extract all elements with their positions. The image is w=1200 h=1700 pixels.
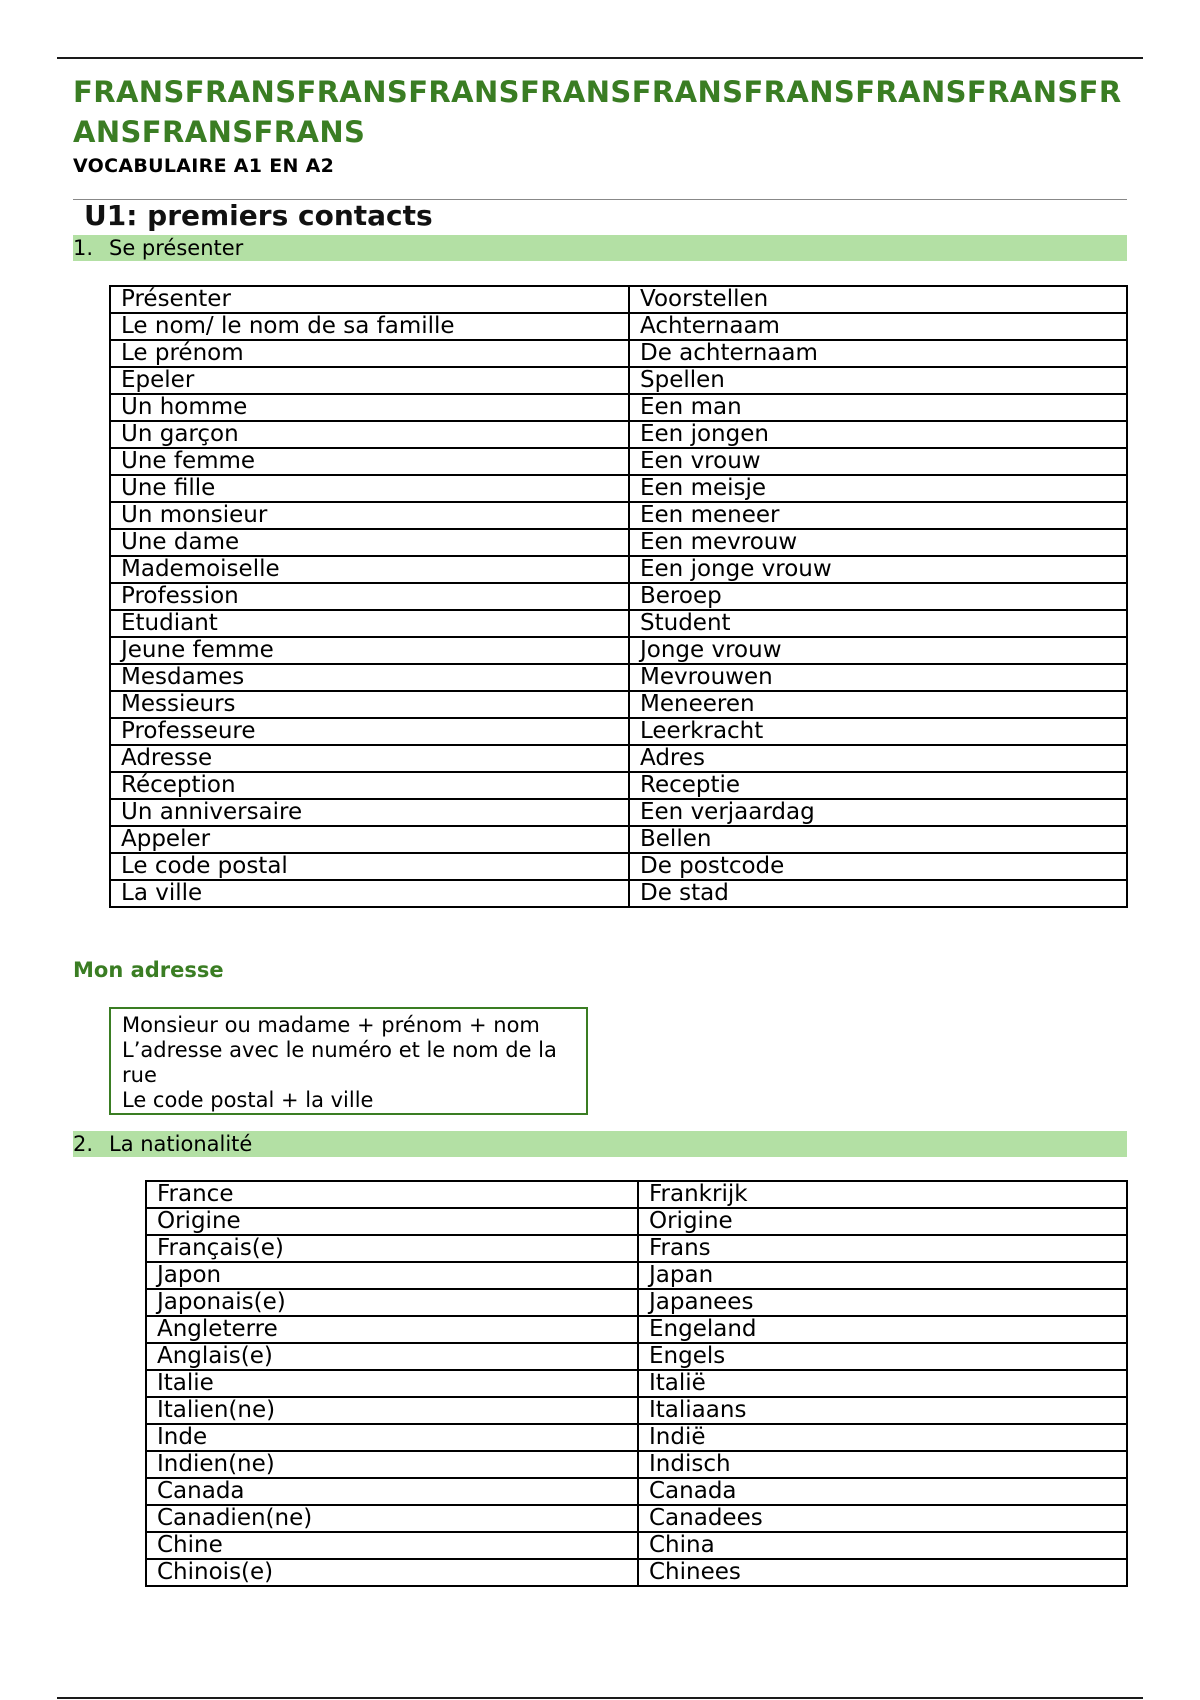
dutch-translation: Bellen bbox=[629, 826, 1127, 853]
unit-title: U1: premiers contacts bbox=[84, 199, 433, 232]
dutch-translation: Een meneer bbox=[629, 502, 1127, 529]
french-term: Angleterre bbox=[146, 1316, 638, 1343]
dutch-translation: De postcode bbox=[629, 853, 1127, 880]
table-row bbox=[110, 745, 1127, 772]
dutch-translation: Voorstellen bbox=[629, 286, 1127, 313]
french-term: Etudiant bbox=[110, 610, 629, 637]
dutch-translation: China bbox=[638, 1532, 1127, 1559]
dutch-translation: Italiaans bbox=[638, 1397, 1127, 1424]
table-row bbox=[146, 1559, 1127, 1586]
dutch-translation: Canadees bbox=[638, 1505, 1127, 1532]
table-row bbox=[146, 1451, 1127, 1478]
french-term: Italien(ne) bbox=[146, 1397, 638, 1424]
dutch-translation: Receptie bbox=[629, 772, 1127, 799]
table-row bbox=[110, 529, 1127, 556]
table-row bbox=[110, 340, 1127, 367]
table-row bbox=[110, 610, 1127, 637]
dutch-translation: Engeland bbox=[638, 1316, 1127, 1343]
document-subtitle: VOCABULAIRE A1 EN A2 bbox=[73, 155, 335, 177]
table-row bbox=[110, 475, 1127, 502]
table-row bbox=[110, 502, 1127, 529]
dutch-translation: Adres bbox=[629, 745, 1127, 772]
french-term: Chine bbox=[146, 1532, 638, 1559]
dutch-translation: Achternaam bbox=[629, 313, 1127, 340]
french-term: Une dame bbox=[110, 529, 629, 556]
dutch-translation: Leerkracht bbox=[629, 718, 1127, 745]
dutch-translation: Een jonge vrouw bbox=[629, 556, 1127, 583]
french-term: Une femme bbox=[110, 448, 629, 475]
french-term: Le code postal bbox=[110, 853, 629, 880]
french-term: Adresse bbox=[110, 745, 629, 772]
french-term: Japon bbox=[146, 1262, 638, 1289]
section-title: Se présenter bbox=[109, 236, 244, 260]
dutch-translation: Een man bbox=[629, 394, 1127, 421]
address-box bbox=[109, 1007, 588, 1115]
dutch-translation: Frankrijk bbox=[638, 1181, 1127, 1208]
table-row bbox=[146, 1235, 1127, 1262]
table-row bbox=[146, 1397, 1127, 1424]
french-term: Une fille bbox=[110, 475, 629, 502]
dutch-translation: Indië bbox=[638, 1424, 1127, 1451]
dutch-translation: Chinees bbox=[638, 1559, 1127, 1586]
french-term: Appeler bbox=[110, 826, 629, 853]
dutch-translation: Student bbox=[629, 610, 1127, 637]
section-number: 2. bbox=[73, 1132, 94, 1156]
table-row bbox=[146, 1478, 1127, 1505]
table-row bbox=[110, 718, 1127, 745]
address-line: Le code postal + la ville bbox=[122, 1088, 374, 1112]
french-term: Français(e) bbox=[146, 1235, 638, 1262]
dutch-translation: Italië bbox=[638, 1370, 1127, 1397]
dutch-translation: Origine bbox=[638, 1208, 1127, 1235]
french-term: Mademoiselle bbox=[110, 556, 629, 583]
table-row bbox=[110, 421, 1127, 448]
table-row bbox=[110, 367, 1127, 394]
section-heading-nationalite bbox=[73, 1131, 1127, 1157]
dutch-translation: Een jongen bbox=[629, 421, 1127, 448]
bottom-rule bbox=[57, 1697, 1143, 1699]
vocab-table-se-presenter bbox=[109, 285, 1128, 908]
french-term: Jeune femme bbox=[110, 637, 629, 664]
dutch-translation: Engels bbox=[638, 1343, 1127, 1370]
dutch-translation: Een verjaardag bbox=[629, 799, 1127, 826]
table-row bbox=[110, 853, 1127, 880]
dutch-translation: Frans bbox=[638, 1235, 1127, 1262]
table-row bbox=[146, 1424, 1127, 1451]
table-row bbox=[146, 1505, 1127, 1532]
dutch-translation: Meneeren bbox=[629, 691, 1127, 718]
french-term: Mesdames bbox=[110, 664, 629, 691]
dutch-translation: Mevrouwen bbox=[629, 664, 1127, 691]
dutch-translation: Een meisje bbox=[629, 475, 1127, 502]
dutch-translation: De stad bbox=[629, 880, 1127, 907]
document-title: FRANSFRANSFRANSFRANSFRANSFRANSFRANSFRANSFRANSFRANSFRANSFRANS bbox=[73, 75, 1122, 149]
dutch-translation: Een mevrouw bbox=[629, 529, 1127, 556]
table-row bbox=[110, 556, 1127, 583]
french-term: Japonais(e) bbox=[146, 1289, 638, 1316]
table-row bbox=[110, 286, 1127, 313]
french-term: Inde bbox=[146, 1424, 638, 1451]
french-term: Anglais(e) bbox=[146, 1343, 638, 1370]
dutch-translation: Indisch bbox=[638, 1451, 1127, 1478]
table-row bbox=[110, 880, 1127, 907]
french-term: Origine bbox=[146, 1208, 638, 1235]
vocab-table-nationalite bbox=[145, 1180, 1128, 1587]
section-title: La nationalité bbox=[109, 1132, 253, 1156]
french-term: Canada bbox=[146, 1478, 638, 1505]
dutch-translation: Canada bbox=[638, 1478, 1127, 1505]
table-row bbox=[110, 664, 1127, 691]
dutch-translation: Japan bbox=[638, 1262, 1127, 1289]
french-term: Un garçon bbox=[110, 421, 629, 448]
table-row bbox=[110, 394, 1127, 421]
french-term: France bbox=[146, 1181, 638, 1208]
dutch-translation: De achternaam bbox=[629, 340, 1127, 367]
table-row bbox=[110, 448, 1127, 475]
french-term: Chinois(e) bbox=[146, 1559, 638, 1586]
french-term: Un anniversaire bbox=[110, 799, 629, 826]
french-term: Un monsieur bbox=[110, 502, 629, 529]
table-row bbox=[146, 1370, 1127, 1397]
french-term: Le nom/ le nom de sa famille bbox=[110, 313, 629, 340]
french-term: Epeler bbox=[110, 367, 629, 394]
table-row bbox=[110, 691, 1127, 718]
top-rule bbox=[57, 57, 1143, 59]
table-row bbox=[110, 772, 1127, 799]
french-term: Un homme bbox=[110, 394, 629, 421]
dutch-translation: Beroep bbox=[629, 583, 1127, 610]
section-number: 1. bbox=[73, 236, 94, 260]
table-row bbox=[110, 313, 1127, 340]
french-term: Profession bbox=[110, 583, 629, 610]
french-term: Indien(ne) bbox=[146, 1451, 638, 1478]
french-term: Canadien(ne) bbox=[146, 1505, 638, 1532]
address-line: L’adresse avec le numéro et le nom de la rue bbox=[122, 1038, 557, 1087]
table-row bbox=[146, 1181, 1127, 1208]
table-row bbox=[110, 826, 1127, 853]
mon-adresse-heading: Mon adresse bbox=[73, 958, 224, 982]
table-row bbox=[146, 1343, 1127, 1370]
dutch-translation: Japanees bbox=[638, 1289, 1127, 1316]
table-row bbox=[146, 1289, 1127, 1316]
address-line: Monsieur ou madame + prénom + nom bbox=[122, 1013, 540, 1037]
dutch-translation: Jonge vrouw bbox=[629, 637, 1127, 664]
dutch-translation: Een vrouw bbox=[629, 448, 1127, 475]
french-term: Réception bbox=[110, 772, 629, 799]
french-term: Le prénom bbox=[110, 340, 629, 367]
table-row bbox=[146, 1208, 1127, 1235]
french-term: La ville bbox=[110, 880, 629, 907]
table-row bbox=[110, 583, 1127, 610]
french-term: Italie bbox=[146, 1370, 638, 1397]
table-row bbox=[146, 1316, 1127, 1343]
table-row bbox=[146, 1532, 1127, 1559]
table-row bbox=[110, 637, 1127, 664]
french-term: Professeure bbox=[110, 718, 629, 745]
section-heading-se-presenter bbox=[73, 235, 1127, 261]
french-term: Présenter bbox=[110, 286, 629, 313]
table-row bbox=[110, 799, 1127, 826]
table-row bbox=[146, 1262, 1127, 1289]
french-term: Messieurs bbox=[110, 691, 629, 718]
dutch-translation: Spellen bbox=[629, 367, 1127, 394]
